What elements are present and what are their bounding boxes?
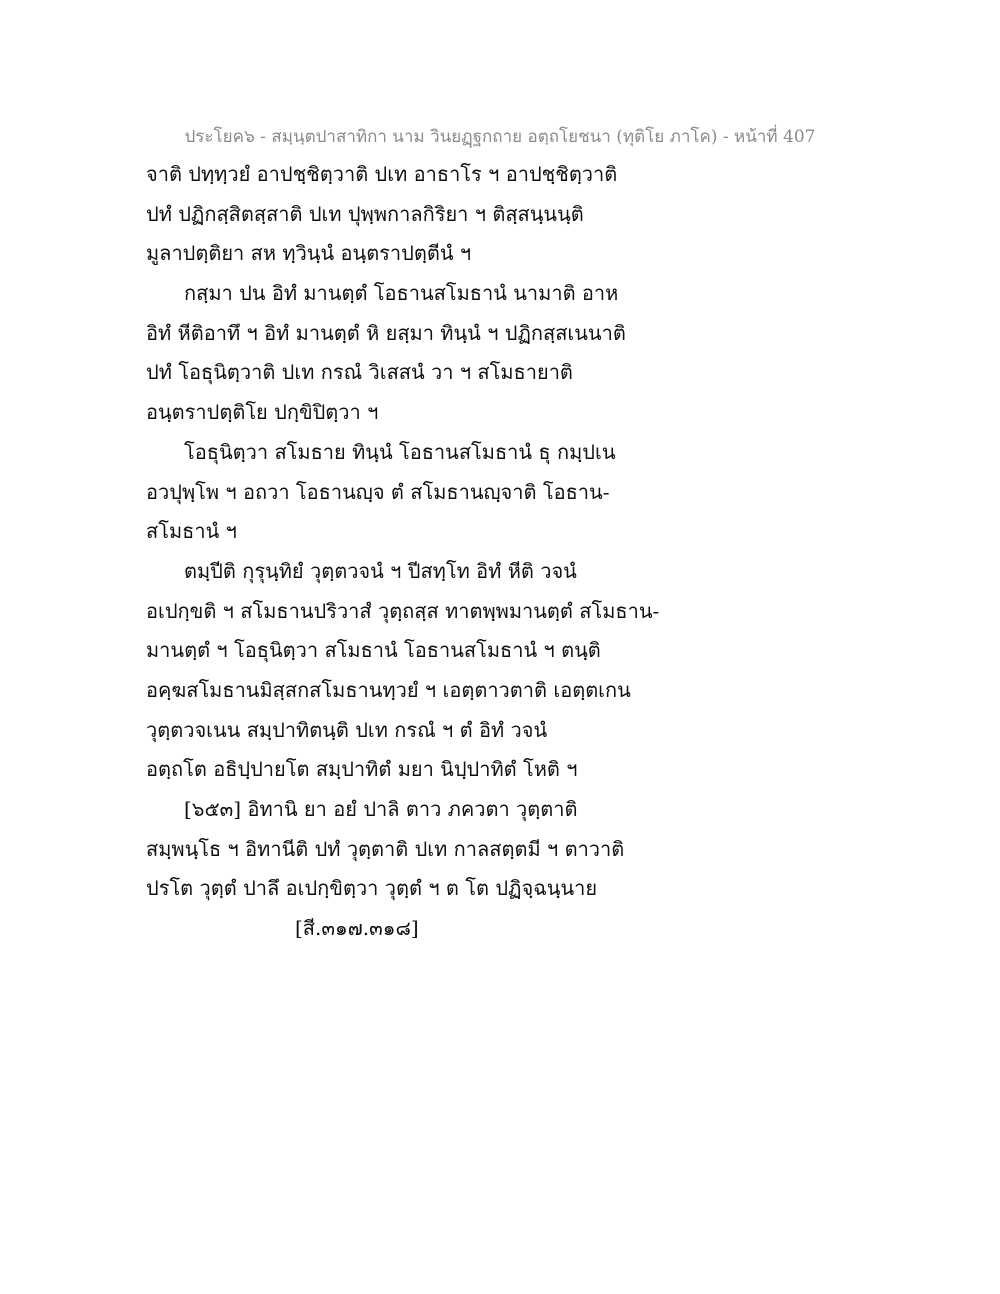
source-reference: [สี.๓๑๗.๓๑๘] [295,916,419,940]
text-line: ปทํ โอธุนิตฺวาติ ปเท กรณํ วิเสสนํ วา ฯ สโมธายาติ [146,360,573,385]
text-line: วุตฺตวจเนน สมฺปาทิตนฺติ ปเท กรณํ ฯ ตํ อิทํ วจนํ [146,717,548,742]
text-line: จาติ ปทฺทฺวยํ อาปชฺชิตฺวาติ ปเท อาธาโร ฯ อาปชฺชิตฺวาติ [146,162,618,186]
paragraph-start-line: [๖๕๓] อิทานิ ยา อยํ ปาลิ ตาว ภควตา วุตฺตาติ [184,797,578,821]
text-line: ปรโต วุตฺตํ ปาลึ อเปกฺขิตฺวา วุตฺตํ ฯ ต โต ปฏิจฺฉนฺนาย [146,876,598,901]
text-line: มูลาปตฺติยา สห ทฺวินฺนํ อนฺตราปตฺตีนํ ฯ [146,241,472,266]
paragraph-start-line: กสฺมา ปน อิทํ มานตฺตํ โอธานสโมธานํ นามาติ อาห [184,281,619,306]
text-line: อนฺตราปตฺติโย ปกฺขิปิตฺวา ฯ [146,400,379,425]
text-line: มานตฺตํ ฯ โอธุนิตฺวา สโมธานํ โอธานสโมธานํ ฯ ตนฺติ [146,638,601,663]
text-line: อคฺฆสโมธานมิสฺสกสโมธานทฺวยํ ฯ เอตฺตาวตาติ เอตฺตเกน [146,677,631,702]
text-line: อิทํ หีติอาทึ ฯ อิทํ มานตฺตํ หิ ยสฺมา ทินฺนํ ฯ ปฏิกสฺสเนนาติ [146,320,626,345]
body-text [146,155,866,909]
text-line: สโมธานํ ฯ [146,519,237,544]
text-line: อเปกฺขติ ฯ สโมธานปริวาสํ วุตฺถสฺส ทาตพฺพมานตฺตํ สโมธาน- [146,598,660,623]
text-line: อตฺถโต อธิปฺปายโต สมฺปาทิตํ มยา นิปฺปาทิตํ โหติ ฯ [146,757,578,782]
text-line: สมฺพนฺโธ ฯ อิทานีติ ปทํ วุตฺตาติ ปเท กาลสตฺตมี ฯ ตาวาติ [146,836,625,861]
running-header: ประโยค๖ - สมฺนฺตปาสาทิกา นาม วินยฏฺฐกถาย อตฺถโยชนา (ทุติโย ภาโค) - หน้าที่ 407 [184,127,816,147]
text-line: ปทํ ปฏิกสฺสิตสฺสาติ ปเท ปุพฺพกาลกิริยา ฯ ติสฺสนฺนนฺติ [146,201,584,226]
text-line: อวปุพฺโพ ฯ อถวา โอธานญฺจ ตํ สโมธานญฺจาติ โอธาน- [146,479,610,504]
paragraph-start-line: โอธุนิตฺวา สโมธาย ทินฺนํ โอธานสโมธานํ ธุ กมฺปเน [184,439,616,464]
paragraph-start-line: ตมฺปีติ กุรุนฺทิยํ วุตฺตวจนํ ฯ ปีสทฺโท อิทํ หีติ วจนํ [184,558,577,583]
